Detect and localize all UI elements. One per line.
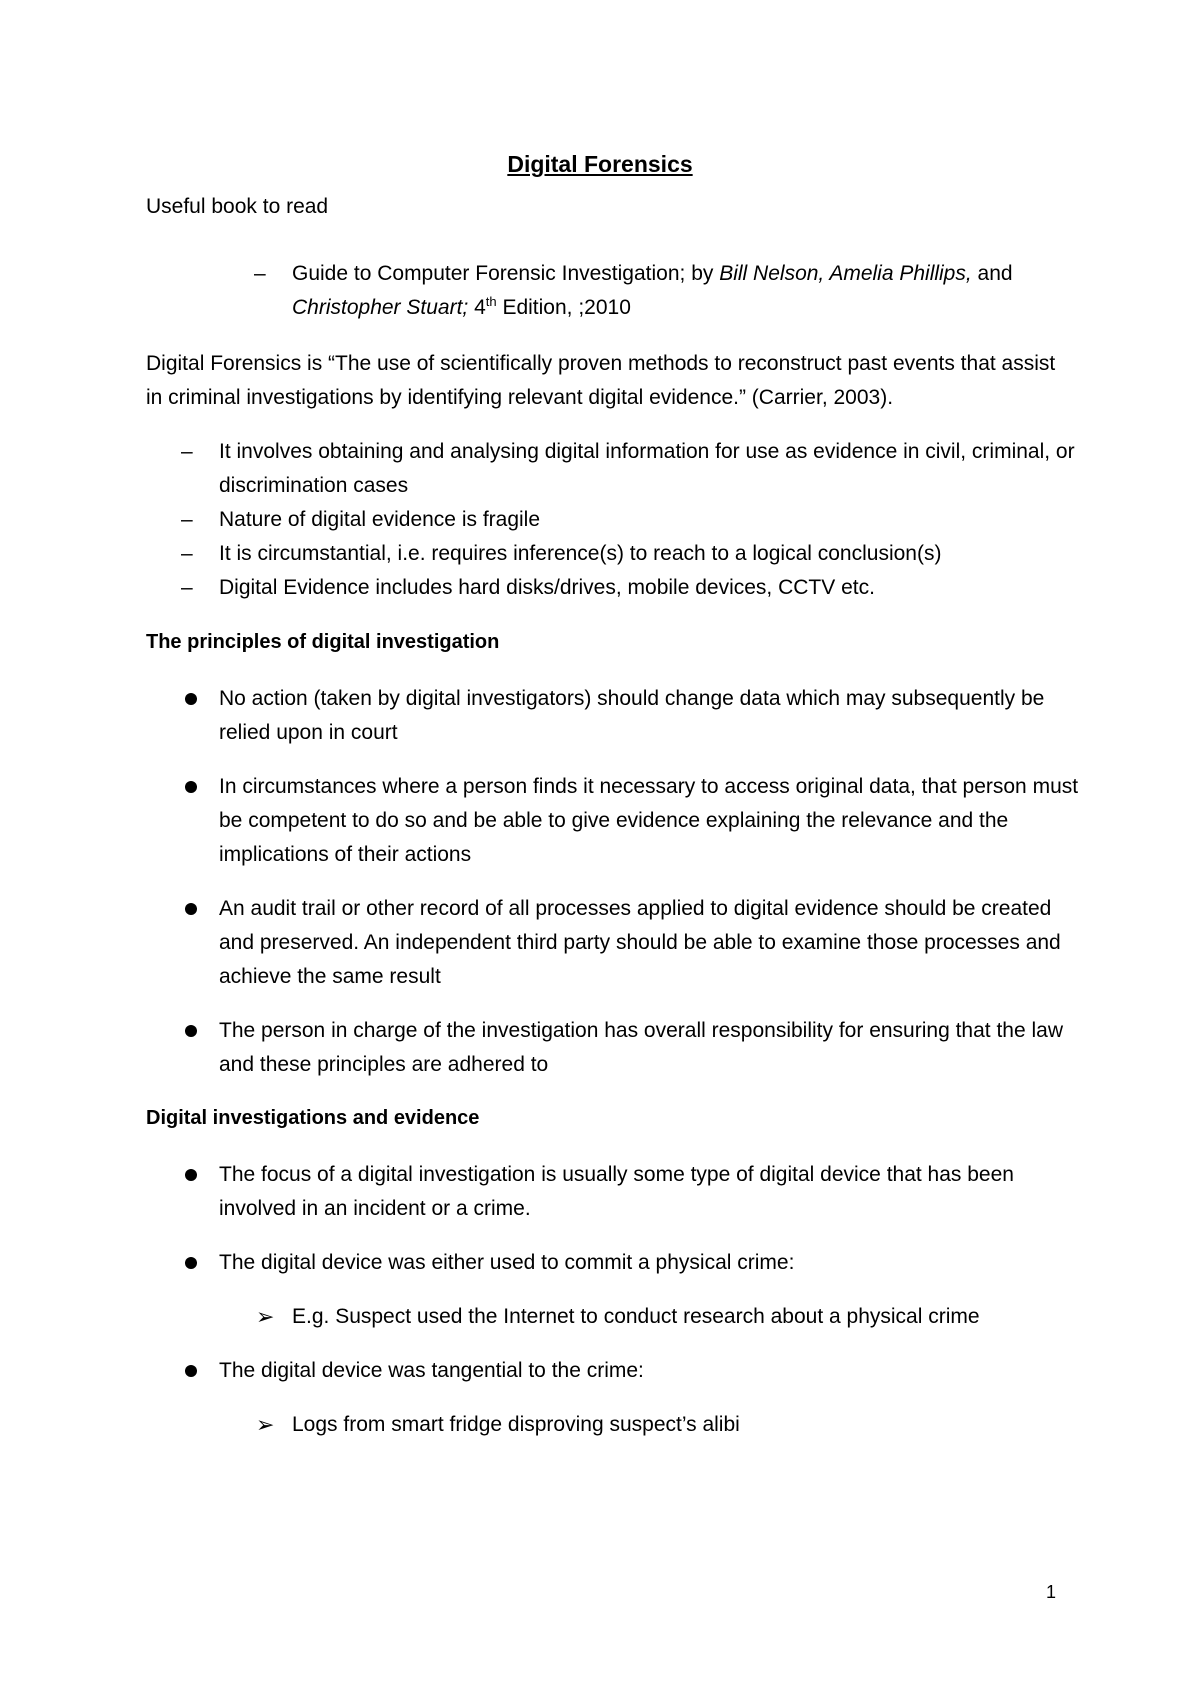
arrow-icon: ➢ xyxy=(256,1304,275,1329)
dash-marker: – xyxy=(254,262,266,285)
dash-marker: – xyxy=(181,508,193,531)
list-item: – Digital Evidence includes hard disks/drives, mobile devices, CCTV etc. xyxy=(219,571,1079,605)
investigations-heading: Digital investigations and evidence xyxy=(146,1107,480,1129)
principles-heading: The principles of digital investigation xyxy=(146,631,500,653)
list-item: No action (taken by digital investigators) should change data which may subsequently be relied upon in court xyxy=(219,682,1079,750)
bullet-marker xyxy=(185,1257,197,1269)
book-list xyxy=(254,257,1072,325)
investigations-list xyxy=(219,1354,1079,1388)
definition-paragraph: Digital Forensics is “The use of scientifically proven methods to reconstruct past events that assist in criminal investigations by identifying relevant digital evidence.” (Carrier, 2003). xyxy=(146,352,1056,409)
bullet-marker xyxy=(185,693,197,705)
dash-marker: – xyxy=(181,440,193,463)
list-item: An audit trail or other record of all processes applied to digital evidence should be created and preserved. An independent third party should be able to examine those processes and achieve the same result xyxy=(219,892,1079,994)
list-item: The digital device was tangential to the crime: xyxy=(219,1354,1079,1388)
list-item: – It is circumstantial, i.e. requires inference(s) to reach to a logical conclusion(s) xyxy=(219,537,1079,571)
dash-marker: – xyxy=(181,542,193,565)
document-title: Digital Forensics xyxy=(507,151,693,177)
book-reference: – Guide to Computer Forensic Investigation; by Bill Nelson, Amelia Phillips, and Christopher Stuart; 4th Edition, ;2010 xyxy=(292,257,1072,325)
bullet-marker xyxy=(185,1365,197,1377)
sub-list xyxy=(256,1408,1082,1442)
list-item: ➢ E.g. Suspect used the Internet to conduct research about a physical crime xyxy=(292,1300,1082,1334)
principles-list xyxy=(219,682,1079,1082)
bullet-marker xyxy=(185,903,197,915)
dash-marker: – xyxy=(181,576,193,599)
list-item: In circumstances where a person finds it necessary to access original data, that person must be competent to do so and be able to give evidence explaining the relevance and the implications of their actions xyxy=(219,770,1079,872)
characteristics-list xyxy=(181,435,1079,605)
page-number: 1 xyxy=(1046,1582,1057,1602)
list-item: ➢ Logs from smart fridge disproving suspect’s alibi xyxy=(292,1408,1082,1442)
list-item: The focus of a digital investigation is usually some type of digital device that has been involved in an incident or a crime. xyxy=(219,1158,1079,1226)
arrow-icon: ➢ xyxy=(256,1412,275,1437)
list-item: The digital device was either used to commit a physical crime: xyxy=(219,1246,1079,1280)
list-item: – Nature of digital evidence is fragile xyxy=(219,503,1079,537)
bullet-marker xyxy=(185,781,197,793)
bullet-marker xyxy=(185,1025,197,1037)
investigations-list xyxy=(219,1158,1079,1226)
sub-list xyxy=(256,1300,1082,1334)
list-item: The person in charge of the investigation has overall responsibility for ensuring that the law and these principles are adhered to xyxy=(219,1014,1079,1082)
bullet-marker xyxy=(185,1169,197,1181)
list-item: – It involves obtaining and analysing digital information for use as evidence in civil, criminal, or discrimination cases xyxy=(219,435,1079,503)
useful-book-heading: Useful book to read xyxy=(146,195,329,218)
investigations-list xyxy=(219,1246,1079,1280)
